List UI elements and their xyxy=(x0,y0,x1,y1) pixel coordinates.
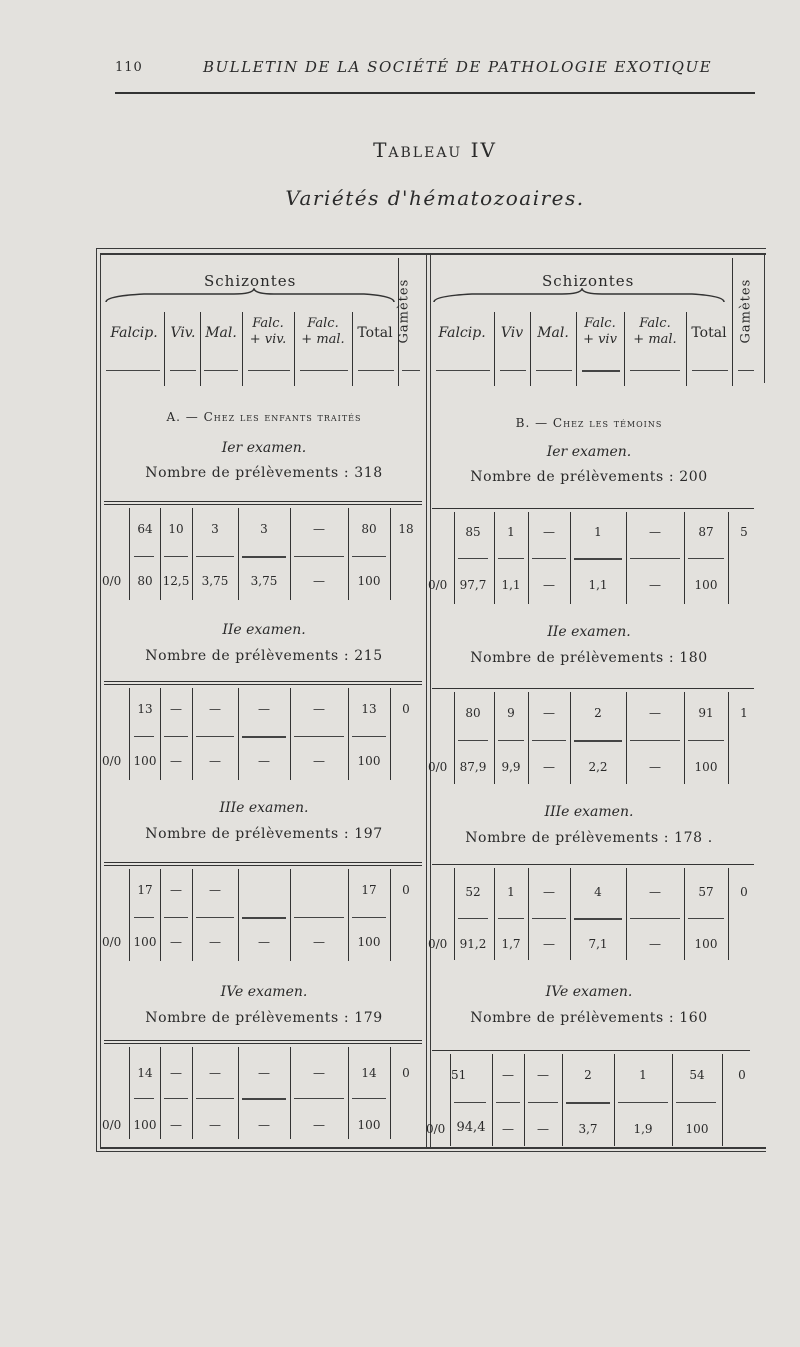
count-gametes: 18 xyxy=(398,522,414,536)
row-dash xyxy=(294,736,344,737)
row-dash xyxy=(630,740,680,741)
row-dash xyxy=(242,1098,286,1100)
count-mal: 3 xyxy=(211,522,219,536)
count-falc-viv: 2 xyxy=(594,706,602,720)
pct-falc-viv: — xyxy=(258,935,270,949)
row-dash xyxy=(528,1102,558,1103)
table-subtitle: Variétés d'hématozoaires. xyxy=(285,186,585,210)
pct-mal: — xyxy=(543,578,555,592)
pct-total: 100 xyxy=(357,935,381,949)
col-rule xyxy=(352,312,353,386)
pct-falcip: 100 xyxy=(133,1118,157,1132)
row-dash xyxy=(630,918,680,919)
percent-unit: 0/0 xyxy=(102,754,122,768)
col-rule xyxy=(390,508,391,600)
col-rule xyxy=(728,512,729,604)
count-viv: 9 xyxy=(507,706,515,720)
header-dash xyxy=(204,370,238,371)
count-falc-viv: 2 xyxy=(584,1068,592,1082)
count-falcip: 80 xyxy=(465,706,481,720)
frame-left-inner xyxy=(100,253,101,1148)
count-falc-viv: — xyxy=(258,702,270,716)
header-dash xyxy=(248,370,290,371)
row-dash xyxy=(164,917,188,918)
block-rule xyxy=(432,864,754,865)
block-rule xyxy=(432,688,754,689)
row-dash xyxy=(532,740,566,741)
pct-viv: — xyxy=(170,935,182,949)
pct-falc-mal: — xyxy=(313,754,325,768)
pct-total: 100 xyxy=(694,937,718,951)
frame-top xyxy=(96,248,766,249)
exam-label: Ier examen. xyxy=(221,440,307,456)
count-mal: — xyxy=(543,525,555,539)
row-dash xyxy=(134,917,154,918)
row-dash xyxy=(454,1102,486,1103)
pct-mal: 3,75 xyxy=(201,574,229,588)
pct-falc-mal: — xyxy=(649,937,661,951)
sample-count: Nombre de prélèvements : 179 xyxy=(145,1010,383,1026)
header-dash xyxy=(106,370,160,371)
count-falc-mal: — xyxy=(313,702,325,716)
exam-label: Ier examen. xyxy=(546,444,632,460)
row-dash xyxy=(532,558,566,559)
gametes-header: Gamètes xyxy=(396,278,412,344)
row-dash xyxy=(294,1098,344,1099)
count-viv: — xyxy=(502,1068,514,1082)
row-dash xyxy=(134,556,154,557)
pct-viv: — xyxy=(170,1118,182,1132)
count-falcip: 52 xyxy=(465,885,481,899)
col-falc-mal-1: Falc. xyxy=(307,316,339,331)
pct-falc-viv: 3,7 xyxy=(578,1122,598,1136)
block-rule xyxy=(104,865,422,866)
percent-unit: 0/0 xyxy=(426,1122,446,1136)
count-falc-viv: 4 xyxy=(594,885,602,899)
count-viv: — xyxy=(170,883,182,897)
pct-mal: — xyxy=(537,1122,549,1136)
panel-b xyxy=(426,258,762,1153)
col-viv: Viv. xyxy=(170,325,196,341)
col-falc-viv-2: + viv xyxy=(583,332,617,347)
col-rule xyxy=(728,868,729,960)
pct-total: 100 xyxy=(694,578,718,592)
sample-count: Nombre de prélèvements : 178 . xyxy=(465,830,713,846)
header-dash xyxy=(692,370,728,371)
exam-label: IIe examen. xyxy=(547,624,631,640)
row-dash xyxy=(164,736,188,737)
row-dash xyxy=(352,736,386,737)
col-mal: Mal. xyxy=(537,325,569,341)
count-total: 87 xyxy=(698,525,714,539)
count-viv: 1 xyxy=(507,525,515,539)
row-dash xyxy=(196,1098,234,1099)
pct-viv: 1,7 xyxy=(501,937,521,951)
pct-falc-viv: 7,1 xyxy=(588,937,608,951)
percent-unit: 0/0 xyxy=(102,1118,122,1132)
row-dash xyxy=(496,1102,520,1103)
col-falc-mal-1: Falc. xyxy=(639,316,671,331)
count-falc-mal: — xyxy=(313,522,325,536)
count-gametes: 0 xyxy=(402,883,410,897)
col-rule xyxy=(722,1054,723,1146)
pct-falc-viv: — xyxy=(258,1118,270,1132)
row-dash xyxy=(196,736,234,737)
running-head xyxy=(115,58,755,82)
pct-falcip: 91,2 xyxy=(459,937,487,951)
pct-falcip: 97,7 xyxy=(459,578,487,592)
count-falc-viv: — xyxy=(258,1066,270,1080)
gametes-col-rule xyxy=(732,258,733,386)
col-rule xyxy=(390,869,391,961)
pct-falc-viv: 1,1 xyxy=(588,578,608,592)
schizontes-label: Schizontes xyxy=(204,272,297,290)
pct-viv: 9,9 xyxy=(501,760,521,774)
row-dash xyxy=(566,1102,610,1104)
header-dash xyxy=(358,370,394,371)
row-dash xyxy=(618,1102,668,1103)
col-falc-viv-1: Falc. xyxy=(252,316,284,331)
pct-total: 100 xyxy=(685,1122,709,1136)
frame-top-inner xyxy=(100,253,766,255)
count-falc-mal: — xyxy=(649,706,661,720)
row-dash xyxy=(242,736,286,738)
header-dash xyxy=(500,370,526,371)
sample-count: Nombre de prélèvements : 197 xyxy=(145,826,383,842)
header-dash xyxy=(300,370,348,371)
header-dash xyxy=(582,370,620,372)
row-dash xyxy=(458,740,488,741)
row-dash xyxy=(242,556,286,558)
count-falcip: 13 xyxy=(137,702,153,716)
row-dash xyxy=(574,558,622,560)
block-rule xyxy=(432,1050,750,1051)
block-rule xyxy=(104,684,422,685)
row-dash xyxy=(458,558,488,559)
count-falcip: 17 xyxy=(137,883,153,897)
row-dash xyxy=(134,736,154,737)
col-rule xyxy=(200,312,201,386)
header-dash xyxy=(536,370,572,371)
pct-viv: — xyxy=(502,1122,514,1136)
count-total: 57 xyxy=(698,885,714,899)
row-dash xyxy=(352,1098,386,1099)
panel-a xyxy=(104,258,424,1153)
pct-total: 100 xyxy=(357,574,381,588)
col-rule xyxy=(530,312,531,386)
count-total: 80 xyxy=(361,522,377,536)
pct-total: 100 xyxy=(694,760,718,774)
block-rule xyxy=(104,504,422,505)
count-total: 91 xyxy=(698,706,714,720)
pct-falc-mal: 1,9 xyxy=(633,1122,653,1136)
count-falcip: 14 xyxy=(137,1066,153,1080)
count-falc-viv: 1 xyxy=(594,525,602,539)
col-rule xyxy=(686,312,687,386)
row-dash xyxy=(688,918,724,919)
block-rule xyxy=(104,1043,422,1044)
section-a-title: A. — Chez les enfants traités xyxy=(166,410,362,424)
col-total: Total xyxy=(357,325,393,341)
count-falc-mal: — xyxy=(649,885,661,899)
row-dash xyxy=(574,918,622,920)
frame-left xyxy=(96,248,97,1152)
count-viv: 1 xyxy=(507,885,515,899)
row-dash xyxy=(294,917,344,918)
exam-label: IIe examen. xyxy=(222,622,306,638)
col-mal: Mal. xyxy=(205,325,237,341)
col-falc-mal-2: + mal. xyxy=(633,332,677,347)
page-number: 110 xyxy=(115,60,143,75)
header-dash xyxy=(170,370,196,371)
block-rule xyxy=(104,681,422,682)
row-dash xyxy=(498,558,524,559)
pct-falc-mal: — xyxy=(313,574,325,588)
frame-right xyxy=(764,253,765,383)
count-total: 17 xyxy=(361,883,377,897)
count-gametes: 5 xyxy=(740,525,748,539)
row-dash xyxy=(532,918,566,919)
row-dash xyxy=(352,556,386,557)
schizontes-label: Schizontes xyxy=(542,272,635,290)
percent-unit: 0/0 xyxy=(102,574,122,588)
count-falcip: 51 xyxy=(451,1068,467,1082)
col-falc-mal-2: + mal. xyxy=(301,332,345,347)
row-dash xyxy=(676,1102,716,1103)
percent-unit: 0/0 xyxy=(428,760,448,774)
schizontes-brace xyxy=(432,288,732,304)
col-rule xyxy=(728,692,729,784)
pct-mal: — xyxy=(543,937,555,951)
count-gametes: 0 xyxy=(740,885,748,899)
block-rule xyxy=(104,501,422,502)
block-rule xyxy=(432,508,754,509)
count-viv: — xyxy=(170,702,182,716)
journal-title: BULLETIN DE LA SOCIÉTÉ DE PATHOLOGIE EXOTIQUE xyxy=(203,58,713,76)
col-viv: Viv xyxy=(500,325,524,341)
percent-unit: 0/0 xyxy=(428,578,448,592)
row-dash xyxy=(164,556,188,557)
exam-label: IVe examen. xyxy=(545,984,633,1000)
sample-count: Nombre de prélèvements : 200 xyxy=(470,469,708,485)
pct-total: 100 xyxy=(357,1118,381,1132)
sample-count: Nombre de prélèvements : 160 xyxy=(470,1010,708,1026)
col-rule xyxy=(494,312,495,386)
pct-falc-mal: — xyxy=(313,935,325,949)
row-dash xyxy=(196,556,234,557)
pct-falc-mal: — xyxy=(649,760,661,774)
gametes-header: Gamètes xyxy=(738,278,754,344)
col-rule xyxy=(390,688,391,780)
pct-mal: — xyxy=(209,754,221,768)
count-viv: 10 xyxy=(168,522,184,536)
count-mal: — xyxy=(209,702,221,716)
col-total: Total xyxy=(691,325,727,341)
row-dash xyxy=(352,917,386,918)
col-rule xyxy=(390,1047,391,1139)
pct-falc-mal: — xyxy=(313,1118,325,1132)
row-dash xyxy=(458,918,488,919)
count-falc-mal: — xyxy=(649,525,661,539)
row-dash xyxy=(134,1098,154,1099)
count-mal: — xyxy=(209,883,221,897)
header-dash xyxy=(436,370,490,371)
pct-falcip: 100 xyxy=(133,935,157,949)
col-falc-viv-1: Falc. xyxy=(584,316,616,331)
sample-count: Nombre de prélèvements : 318 xyxy=(145,465,383,481)
pct-falc-viv: 3,75 xyxy=(250,574,278,588)
col-falcip: Falcip. xyxy=(438,325,486,341)
count-total: 13 xyxy=(361,702,377,716)
percent-unit: 0/0 xyxy=(428,937,448,951)
count-falc-viv: 3 xyxy=(260,522,268,536)
pct-falc-mal: — xyxy=(649,578,661,592)
count-gametes: 0 xyxy=(402,1066,410,1080)
section-b-title: B. — Chez les témoins xyxy=(515,416,663,430)
count-mal: — xyxy=(209,1066,221,1080)
header-rule xyxy=(115,92,755,94)
count-mal: — xyxy=(537,1068,549,1082)
header-dash xyxy=(630,370,680,371)
pct-falcip: 80 xyxy=(137,574,153,588)
pct-viv: — xyxy=(170,754,182,768)
pct-falcip: 94,4 xyxy=(456,1120,486,1135)
pct-falc-viv: — xyxy=(258,754,270,768)
pct-mal: — xyxy=(209,1118,221,1132)
exam-label: IIIe examen. xyxy=(219,800,309,816)
count-gametes: 0 xyxy=(738,1068,746,1082)
block-rule xyxy=(104,862,422,863)
count-mal: — xyxy=(543,706,555,720)
pct-mal: — xyxy=(209,935,221,949)
count-viv: — xyxy=(170,1066,182,1080)
pct-falc-viv: 2,2 xyxy=(588,760,608,774)
row-dash xyxy=(196,917,234,918)
pct-viv: 1,1 xyxy=(501,578,521,592)
row-dash xyxy=(574,740,622,742)
exam-label: IVe examen. xyxy=(220,984,308,1000)
count-falcip: 85 xyxy=(465,525,481,539)
row-dash xyxy=(164,1098,188,1099)
count-gametes: 0 xyxy=(402,702,410,716)
pct-viv: 12,5 xyxy=(162,574,190,588)
header-dash xyxy=(402,370,420,371)
row-dash xyxy=(688,740,724,741)
count-total: 54 xyxy=(689,1068,705,1082)
row-dash xyxy=(242,917,286,919)
row-dash xyxy=(498,918,524,919)
col-falcip: Falcip. xyxy=(110,325,158,341)
block-rule xyxy=(104,1040,422,1041)
sample-count: Nombre de prélèvements : 180 xyxy=(470,650,708,666)
count-mal: — xyxy=(543,885,555,899)
row-dash xyxy=(294,556,344,557)
pct-falcip: 87,9 xyxy=(459,760,487,774)
table-title: Tableau IV xyxy=(373,138,497,162)
count-falc-mal: 1 xyxy=(639,1068,647,1082)
row-dash xyxy=(498,740,524,741)
col-falc-viv-2: + viv. xyxy=(249,332,287,347)
count-gametes: 1 xyxy=(740,706,748,720)
percent-unit: 0/0 xyxy=(102,935,122,949)
col-rule xyxy=(164,312,165,386)
count-falc-mal: — xyxy=(313,1066,325,1080)
header-dash xyxy=(738,370,754,371)
exam-label: IIIe examen. xyxy=(544,804,634,820)
pct-mal: — xyxy=(543,760,555,774)
row-dash xyxy=(688,558,724,559)
schizontes-brace xyxy=(104,288,404,304)
pct-total: 100 xyxy=(357,754,381,768)
pct-falcip: 100 xyxy=(133,754,157,768)
sample-count: Nombre de prélèvements : 215 xyxy=(145,648,383,664)
count-falcip: 64 xyxy=(137,522,153,536)
row-dash xyxy=(630,558,680,559)
count-total: 14 xyxy=(361,1066,377,1080)
